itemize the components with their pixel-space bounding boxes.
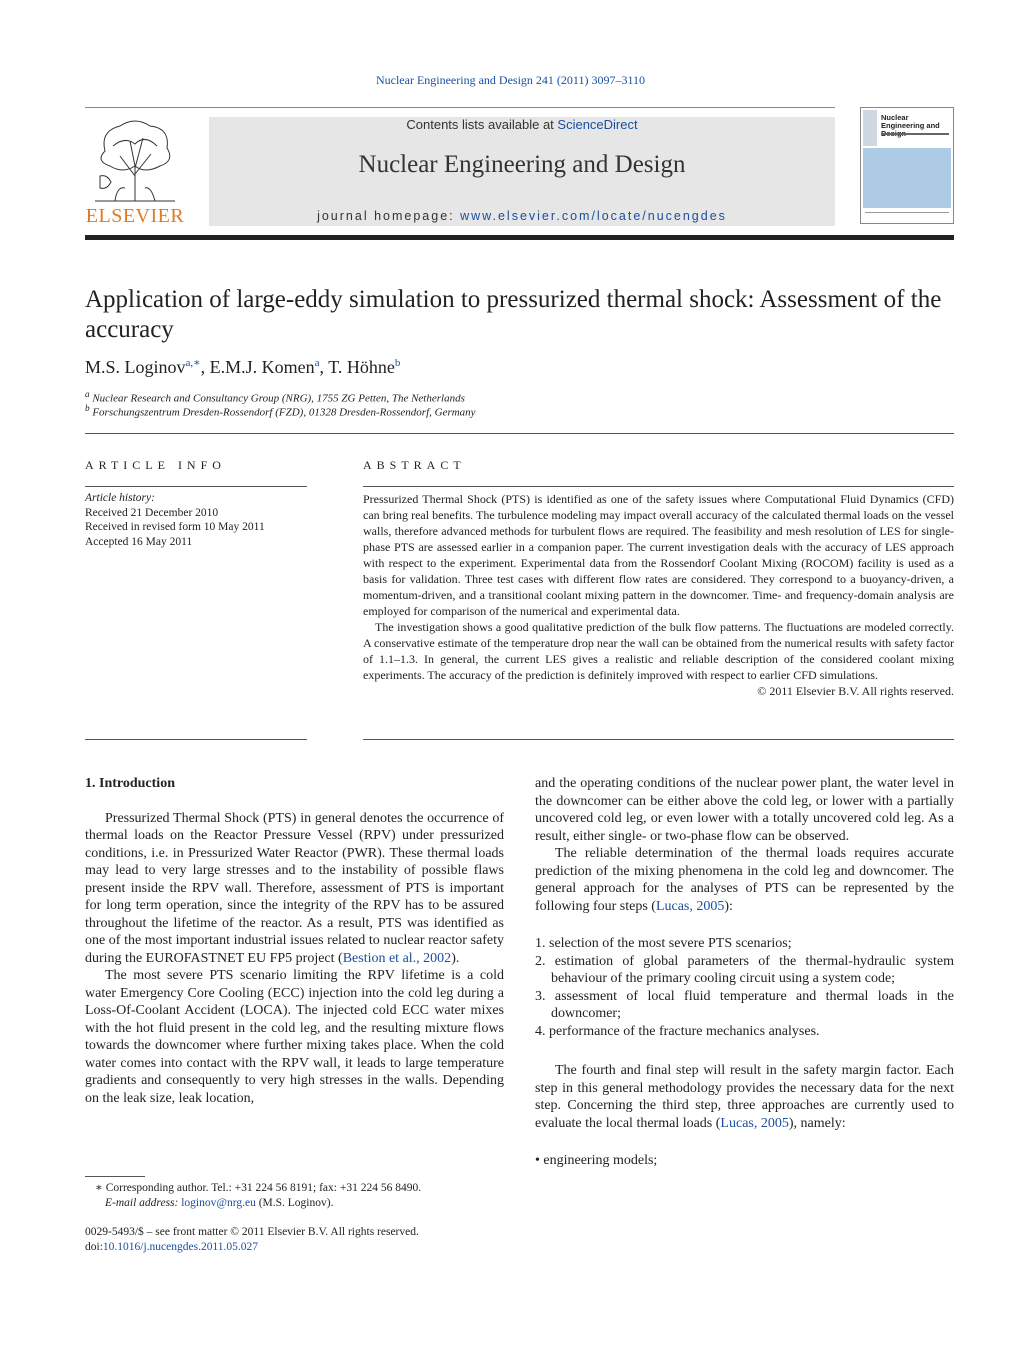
article-info-heading: ARTICLE INFO bbox=[85, 458, 226, 472]
affiliation bbox=[85, 403, 476, 419]
body-paragraph: and the operating conditions of the nuclear power plant, the water level in the downcomer can be either above the cold leg, or lower with a partially uncovered cold leg, or even lower with a totally uncovered cold leg. As a result, either single- or two-phase flow can be observed. bbox=[535, 776, 954, 844]
body-paragraph: The most severe PTS scenario limiting the RPV lifetime is a cold water Emergency Core Cooling (ECC) injection into the cold leg during a Loss-Of-Coolant Accident (LOCA). The injected cold ECC water mixes with the hot fluid present in the cold leg, and the resulting mixture flows towards the downcomer where further mixing takes place. When the cold water comes into contact with the RPV wall, it leads to large temperature gradients and consequently to very high stresses in the walls. Depending on the leak size, leak location, bbox=[85, 968, 504, 1106]
paragraph-text: ), namely: bbox=[788, 1115, 846, 1131]
body-paragraph bbox=[535, 845, 954, 915]
author-affil-mark[interactable]: a,∗ bbox=[185, 357, 201, 369]
section-heading: 1. Introduction bbox=[85, 776, 175, 791]
cover-title: Nuclear Engineering and bbox=[881, 113, 940, 130]
author-list: M.S. Loginov$^{a,∗}$, E.M.J. Komen$^a$, T. Höhne$^b$ bbox=[85, 357, 401, 377]
corresponding-author-note: ∗ Corresponding author. Tel.: +31 224 56 8191; fax: +31 224 56 8490. bbox=[95, 1182, 422, 1194]
author-affil-mark[interactable]: a bbox=[314, 357, 320, 369]
abstract-heading: ABSTRACT bbox=[363, 458, 466, 472]
homepage-link[interactable]: www.elsevier.com/locate/nucengdes bbox=[460, 209, 727, 223]
list-item: 4. performance of the fracture mechanics analyses. bbox=[535, 1023, 820, 1039]
author-name: E.M.J. Komen bbox=[209, 357, 315, 377]
paragraph-text: ). bbox=[451, 950, 460, 966]
sciencedirect-link[interactable]: ScienceDirect bbox=[557, 117, 638, 132]
footnote-rule bbox=[85, 1176, 145, 1177]
pts-steps-list bbox=[535, 935, 954, 1040]
affiliation-mark: b bbox=[85, 403, 90, 413]
list-item: 1. selection of the most severe PTS scenarios; bbox=[535, 936, 792, 951]
article-title: Application of large-eddy simulation to pressurized thermal shock: Assessment of the accuracy bbox=[85, 286, 942, 343]
doi-prefix: doi: bbox=[85, 1241, 103, 1253]
publisher-name: ELSEVIER bbox=[85, 205, 185, 227]
affiliation-text: Nuclear Research and Consultancy Group (NRG), 1755 ZG Petten, The Netherlands bbox=[92, 392, 465, 405]
author-name: M.S. Loginov bbox=[85, 357, 186, 377]
email-note bbox=[85, 1196, 485, 1211]
article-info-rule bbox=[85, 486, 307, 487]
journal-title: Nuclear Engineering and Design bbox=[358, 151, 686, 178]
affiliation-mark: a bbox=[85, 389, 90, 399]
email-link[interactable]: loginov@nrg.eu bbox=[181, 1196, 256, 1209]
paragraph-text: ): bbox=[724, 898, 733, 914]
history-received: Received 21 December 2010 bbox=[85, 506, 219, 519]
citation-link[interactable]: Lucas, 2005 bbox=[720, 1115, 789, 1131]
list-item: 2. estimation of global parameters of the thermal-hydraulic system behaviour of the primary cooling circuit using a system code; bbox=[535, 953, 954, 986]
homepage-prefix: journal homepage: bbox=[317, 209, 461, 223]
cover-subtitle-bar bbox=[881, 133, 949, 135]
cover-logo bbox=[863, 110, 877, 146]
front-matter bbox=[85, 1225, 419, 1255]
abstract-paragraph: Pressurized Thermal Shock (PTS) is identified as one of the safety issues where Computational Fluid Dynamics (CFD) can bring real benefits. The turbulence modeling may impact overall accuracy of the calculated thermal loads on the vessel walls, therefore advanced methods for turbulent flows are required. The feasibility and mesh resolution of LES for single-phase PTS are assessed earlier in a companion paper. The current investigation deals with the accuracy of LES approach with respect to the experiment. Experimental data from the Rossendorf Coolant Mixing (ROCOM) facility is used as a basis for validation. Three test cases with different flow rates are considered. They correspond to a buoyancy-driven, a momentum-driven, and a transitional coolant mixing pattern in the downcomer. Time- and frequency-domain analysis are employed for comparison of the numerical and experimental data. bbox=[363, 492, 954, 618]
homepage-line bbox=[209, 209, 835, 223]
paragraph-text: The reliable determination of the thermal loads requires accurate prediction of the mixing phenomena in the cold leg and downcomer. The general approach for the analyses of PTS can be represented by the following four steps ( bbox=[535, 846, 954, 914]
abstract-paragraph: The investigation shows a good qualitative prediction of the bulk flow patterns. The fluctuations are modeled correctly. A conservative estimate of the temperature drop near the wall can be obtained from the numerical results with safety factor of 1.1–1.3. In general, the current LES gives a realistic and reliable description of the considered coolant mixing experiments. The accuracy of the prediction is definitely improved with respect to earlier CFD simulations. bbox=[363, 620, 954, 682]
journal-citation[interactable]: Nuclear Engineering and Design 241 (2011) 3097–3110 bbox=[375, 73, 646, 87]
journal-cover-thumbnail[interactable] bbox=[860, 107, 954, 224]
contents-line bbox=[209, 117, 835, 132]
paragraph-text: The fourth and final step will result in the safety margin factor. Each step in this general methodology provides the necessary data for the next step. Concerning the third step, three approaches are currently used to evaluate the local thermal loads ( bbox=[535, 1063, 954, 1131]
citation-link[interactable]: Bestion et al., 2002 bbox=[342, 950, 452, 966]
author-name: T. Höhne bbox=[328, 357, 395, 377]
body-paragraph bbox=[535, 1062, 954, 1132]
issn-line: 0029-5493/$ – see front matter © 2011 Elsevier B.V. All rights reserved. bbox=[85, 1226, 419, 1238]
body-column-right bbox=[535, 775, 954, 1170]
affiliation-text: Forschungszentrum Dresden-Rossendorf (FZD), 01328 Dresden-Rossendorf, Germany bbox=[92, 406, 476, 419]
doi-link[interactable]: 10.1016/j.nucengdes.2011.05.027 bbox=[102, 1241, 259, 1253]
author-affil-mark[interactable]: b bbox=[394, 357, 401, 369]
doi-line bbox=[85, 1240, 419, 1255]
email-label: E-mail address: bbox=[105, 1196, 182, 1209]
header-rule bbox=[85, 107, 835, 108]
contents-prefix: Contents lists available at bbox=[406, 117, 558, 132]
article-info-bottom-rule bbox=[85, 739, 307, 740]
body-paragraph bbox=[85, 810, 504, 968]
cover-image bbox=[863, 148, 951, 208]
citation-link[interactable]: Lucas, 2005 bbox=[655, 898, 725, 914]
copyright-notice: © 2011 Elsevier B.V. All rights reserved. bbox=[757, 684, 954, 698]
header-thick-rule bbox=[85, 235, 954, 240]
abstract-bottom-rule bbox=[363, 739, 954, 740]
footnotes bbox=[85, 1181, 485, 1210]
history-revised: Received in revised form 10 May 2011 bbox=[85, 521, 265, 533]
history-label: Article history: bbox=[85, 492, 155, 504]
abstract-rule bbox=[363, 486, 954, 487]
body-column-left bbox=[85, 775, 504, 1107]
abstract-body bbox=[363, 491, 954, 699]
paragraph-text: Pressurized Thermal Shock (PTS) in general denotes the occurrence of thermal loads on the Reactor Pressure Vessel (RPV) under pressurized conditions, i.e. in Pressurized Water Reactor (PWR). These thermal loads may lead to very large stresses and to the instability of possible flaws present inside the RPV wall. Therefore, assessment of PTS is important for long term operation, since the integrity of the RPV has to be assured throughout the lifetime of the reactor. As a result, PTS was identified as one of the most important industrial issues related to nuclear reactor safety during the EUROFASTNET EU FP5 project ( bbox=[85, 810, 504, 966]
cover-footer bbox=[865, 212, 949, 221]
approaches-list bbox=[535, 1152, 954, 1170]
section-rule bbox=[85, 433, 954, 434]
list-item: 3. assessment of local fluid temperature and thermal loads in the downcomer; bbox=[535, 988, 954, 1021]
history-accepted: Accepted 16 May 2011 bbox=[85, 535, 193, 548]
email-suffix: (M.S. Loginov). bbox=[255, 1196, 334, 1209]
list-item: • engineering models; bbox=[535, 1153, 658, 1168]
article-history bbox=[85, 491, 265, 549]
